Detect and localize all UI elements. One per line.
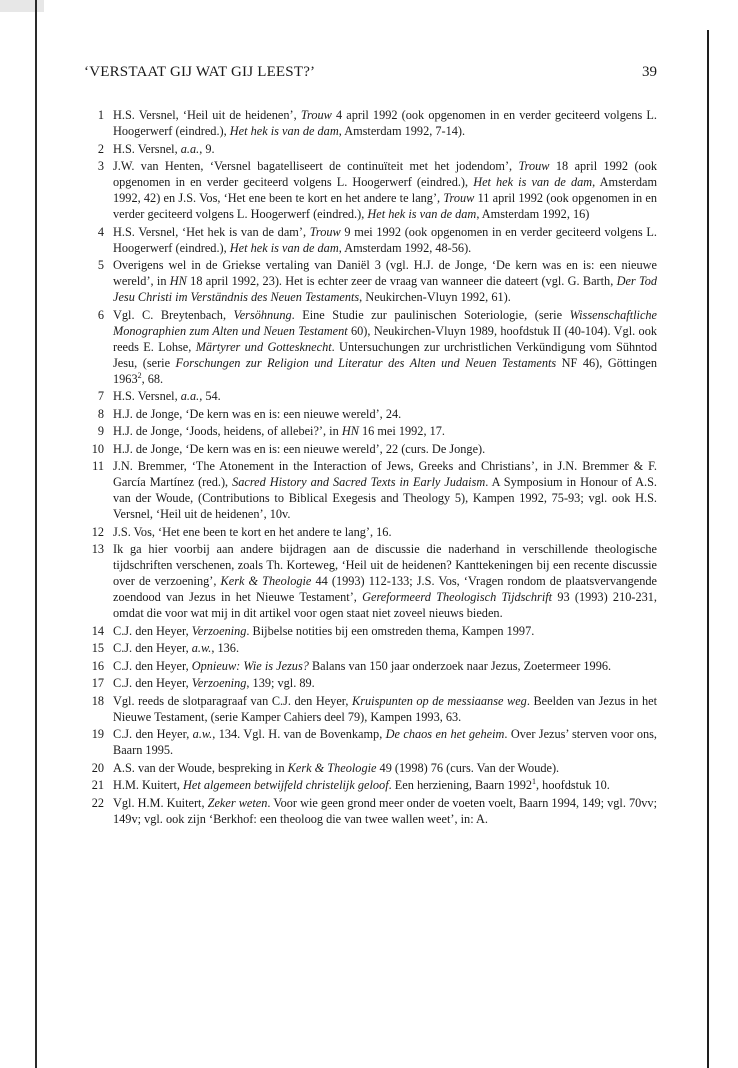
footnote-number: 5 [97,258,104,272]
footnote-item [84,640,657,656]
footnote-text [104,675,657,691]
text-run: , hoofdstuk 10. [536,778,610,792]
italic-text: Versöhnung [233,307,292,322]
footnote-item [84,307,657,387]
text-run: C.J. den Heyer, [113,658,192,673]
footnote-text [104,777,657,793]
text-run: Vgl. H.M. Kuitert, [113,795,208,810]
footnote-number: 10 [91,441,104,456]
italic-text: Verzoening [191,623,247,638]
footnote-text [104,307,657,387]
footnote-number: 22 [91,795,104,810]
text-run: H.S. Versnel, [113,389,181,403]
footnote-item [84,141,657,157]
footnote-item [84,777,657,793]
footnote-item [84,406,657,422]
footnote-text [104,640,657,656]
text-run: 4 april 1992 (ook opgenomen in en verder geciteerd volgens L. Hoogerwerf (eindred.), [113,108,657,138]
footnote-text [104,658,657,674]
footnote-item [84,458,657,522]
text-run: 9 mei 1992 (ook opgenomen in en verder geciteerd volgens L. Hoogerwerf (eindred.), [113,224,657,255]
footnote-number: 16 [91,658,104,673]
text-run: H.M. Kuitert, [113,778,184,792]
text-run: NF 46), Göttingen 1963 [113,355,657,386]
footnote-text [104,795,657,827]
text-run: 16 mei 1992, 17. [358,424,445,438]
page-edge-right [707,30,709,1068]
text-run: H.J. de Jonge, ‘Joods, heidens, of allebei?’, in [113,424,342,438]
text-run: Ik ga hier voorbij aan andere bijdragen aan de discussie die naderhand in verschillende theologische tijdschriften verschenen, zoals Th. Korteweg, ‘Heil uit de heidenen? Kanttekeningen bij een recente discussie over de verzoening’, [113,542,657,588]
italic-text: Trouw [309,224,341,239]
footnote-number: 9 [97,424,104,438]
text-run: , Amsterdam 1992, 48-56). [338,240,472,255]
text-run: , 139; vgl. 89. [246,676,315,690]
italic-text: Der Tod Jesu Christi im Verständnis des Neuen Testaments [113,274,658,304]
text-run: , Amsterdam 1992, 7-14). [338,124,466,138]
text-run: C.J. den Heyer, [113,727,193,741]
footnote-text [104,141,657,157]
text-run: 93 (1993) 210-231, omdat die voor wat mij in dit artikel voor ogen staat niet zoveel nieuws bieden. [113,590,657,620]
text-run: H.S. Versnel, ‘Het hek is van de dam’, [113,224,310,239]
italic-text: Forschungen zur Religion und Literatur des Alten und Neuen Testaments [175,355,557,370]
italic-text: Trouw [518,159,550,173]
text-run: Balans van 150 jaar onderzoek naar Jezus, Zoetermeer 1996. [308,658,612,673]
footnote-item [84,541,657,621]
text-run: H.S. Versnel, ‘Heil uit de heidenen’, [113,108,301,122]
superscript-text: 2 [137,370,142,380]
footnote-item [84,658,657,674]
text-run: . Een herziening, Baarn 1992 [388,778,533,792]
footnote-item [84,623,657,639]
footnote-item [84,795,657,827]
text-run: 18 april 1992, 23). Het is echter zeer de vraag van wanneer die dateert (vgl. G. Barth, [186,274,617,288]
text-run: . Voor wie geen grond meer onder de voeten voelt, Baarn 1994, 149; vgl. 70vv; 149v; vgl. ook zijn ‘Berkhof: een theoloog die van twee wallen weet’, in: A. [113,795,657,826]
footnote-number: 1 [97,108,104,122]
footnote-text [104,388,657,404]
footnotes-list [84,107,657,828]
page-number: 39 [642,64,657,80]
footnote-text [104,541,657,621]
text-run: , 9. [199,141,215,156]
italic-text: Verzoening [191,676,247,690]
footnote-text [104,423,657,439]
italic-text: Het hek is van de dam [367,207,477,221]
text-run: , 68. [141,371,164,386]
text-run: , 136. [211,641,240,655]
italic-text: Het algemeen betwijfeld christelijk geloof [183,778,389,792]
text-run: C.J. den Heyer, [113,676,192,690]
text-run: J.N. Bremmer, ‘The Atonement in the Interaction of Jews, Greeks and Christians’, in J.N. Bremmer & F. García Martínez (red.), [113,459,657,489]
footnote-number: 15 [91,641,104,655]
italic-text: Trouw [300,108,332,122]
footnote-item [84,675,657,691]
footnote-text [104,257,657,305]
footnote-item [84,423,657,439]
italic-text: Sacred History and Sacred Texts in Early Judaism [232,475,486,489]
footnote-number: 13 [91,542,104,556]
text-run: . Beelden van Jezus in het Nieuwe Testament, (serie Kamper Cahiers deel 79), Kampen 1993, 63. [113,693,657,724]
running-title: ‘VERSTAAT GIJ WAT GIJ LEEST?’ [84,64,316,80]
text-run: A.S. van der Woude, bespreking in [113,760,288,775]
text-run: , 54. [199,389,221,403]
superscript-text: 1 [532,776,537,786]
footnote-number: 3 [97,159,104,173]
footnote-text [104,224,657,256]
footnote-number: 20 [91,760,104,775]
text-run: 49 (1998) 76 (curs. Van der Woude). [376,760,560,775]
italic-text: HN [169,274,187,288]
footnote-text [104,458,657,522]
footnote-number: 17 [91,676,104,690]
footnote-number: 8 [97,406,104,421]
footnote-text [104,441,657,457]
italic-text: a.a. [180,141,200,156]
footnote-item [84,441,657,457]
footnote-number: 4 [97,224,104,239]
footnote-item [84,158,657,222]
footnote-number: 2 [97,141,104,156]
text-run: , 134. Vgl. H. van de Bovenkamp, [212,727,386,741]
italic-text: Wissenschaftliche Monographien zum Alten und Neuen Testament [113,307,658,338]
italic-text: Opnieuw: Wie is Jezus? [191,658,309,673]
italic-text: a.a. [180,389,200,403]
footnote-number: 6 [97,307,104,322]
italic-text: a.w. [192,727,213,741]
text-run: . A Symposium in Honour of A.S. van der Woude, (Contributions to Biblical Exegesis and Theology 5), Kampen 1992, 75-93; vgl. ook H.S. Versnel, ‘Heil uit de heidenen’, 10v. [113,475,658,521]
footnote-item [84,524,657,540]
italic-text: Kerk & Theologie [220,574,312,588]
footnote-number: 12 [91,524,104,539]
footnote-item [84,726,657,758]
text-run: . Bijbelse notities bij een omstreden thema, Kampen 1997. [246,623,535,638]
footnote-number: 7 [97,389,104,403]
text-run: Overigens wel in de Griekse vertaling van Daniël 3 (vgl. H.J. de Jonge, ‘De kern was en is: een nieuwe wereld’, in [113,258,657,288]
footnote-item [84,760,657,776]
footnote-number: 19 [91,727,104,741]
text-run: 60), Neukirchen-Vluyn 1989, hoofdstuk II (40-104). Vgl. ook reeds E. Lohse, [113,323,657,354]
footnote-number: 11 [92,459,104,473]
footnote-item [84,388,657,404]
text-run: , Neukirchen-Vluyn 1992, 61). [359,290,511,304]
text-run: H.J. de Jonge, ‘De kern was en is: een nieuwe wereld’, 22 (curs. De Jonge). [113,441,486,456]
text-run: H.S. Versnel, [113,141,181,156]
text-run: C.J. den Heyer, [113,641,192,655]
italic-text: a.w. [191,641,212,655]
text-run: J.S. Vos, ‘Het ene been te kort en het andere te lang’, 16. [113,524,392,539]
text-run: J.W. van Henten, ‘Versnel bagatelliseert de continuïteit met het jodendom’, [113,159,519,173]
italic-text: Trouw [443,191,475,205]
text-run: Vgl. C. Breytenbach, [113,307,234,322]
footnote-text [104,760,657,776]
page-edge-left [35,0,37,1068]
italic-text: Het hek is van de dam [473,175,593,189]
footnote-text [104,158,657,222]
text-run: Vgl. reeds de slotparagraaf van C.J. den Heyer, [113,693,353,708]
scan-corner-mark [0,0,44,12]
text-run: . Eine Studie zur paulinischen Soteriologie, (serie [291,307,570,322]
text-run: H.J. de Jonge, ‘De kern was en is: een nieuwe wereld’, 24. [113,406,402,421]
footnote-number: 14 [91,623,104,638]
italic-text: Kerk & Theologie [287,760,377,775]
text-run: 11 april 1992 (ook opgenomen in en verder geciteerd volgens L. Hoogerwerf (eindred.), [113,191,657,221]
footnote-text [104,406,657,422]
footnote-item [84,257,657,305]
text-run: . Untersuchungen zur urchristlichen Verkündigung vom Sühntod Jesu, (serie [113,339,657,370]
footnote-text [104,693,657,725]
italic-text: Kruispunten op de messiaanse weg [352,693,527,708]
footnote-text [104,623,657,639]
italic-text: Märtyrer und Gottesknecht [195,339,332,354]
footnote-item [84,224,657,256]
italic-text: HN [341,424,359,438]
text-run: C.J. den Heyer, [113,623,192,638]
italic-text: Het hek is van de dam [229,124,339,138]
italic-text: De chaos en het geheim [385,727,505,741]
footnote-item [84,693,657,725]
footnote-text [104,524,657,540]
footnote-number: 18 [91,693,104,708]
text-run: , Amsterdam 1992, 42) en J.S. Vos, ‘Het ene been te kort en het andere te lang’, [113,175,658,205]
footnote-text [104,107,657,139]
footnote-number: 21 [91,778,104,792]
italic-text: Het hek is van de dam [229,240,339,255]
text-run: . Over Jezus’ sterven voor ons, Baarn 1995. [113,727,657,757]
italic-text: Gereformeerd Theologisch Tijdschrift [362,590,553,604]
text-run: , Amsterdam 1992, 16) [476,207,590,221]
text-run: 18 april 1992 (ook opgenomen in en verder geciteerd volgens L. Hoogerwerf (eindred.), [113,159,658,189]
footnote-item [84,107,657,139]
footnote-text [104,726,657,758]
text-run: 44 (1993) 112-133; J.S. Vos, ‘Vragen rondom de plaatsvervangende zoendood van Jezus in het Nieuwe Testament’, [113,574,657,604]
italic-text: Zeker weten [207,795,268,810]
